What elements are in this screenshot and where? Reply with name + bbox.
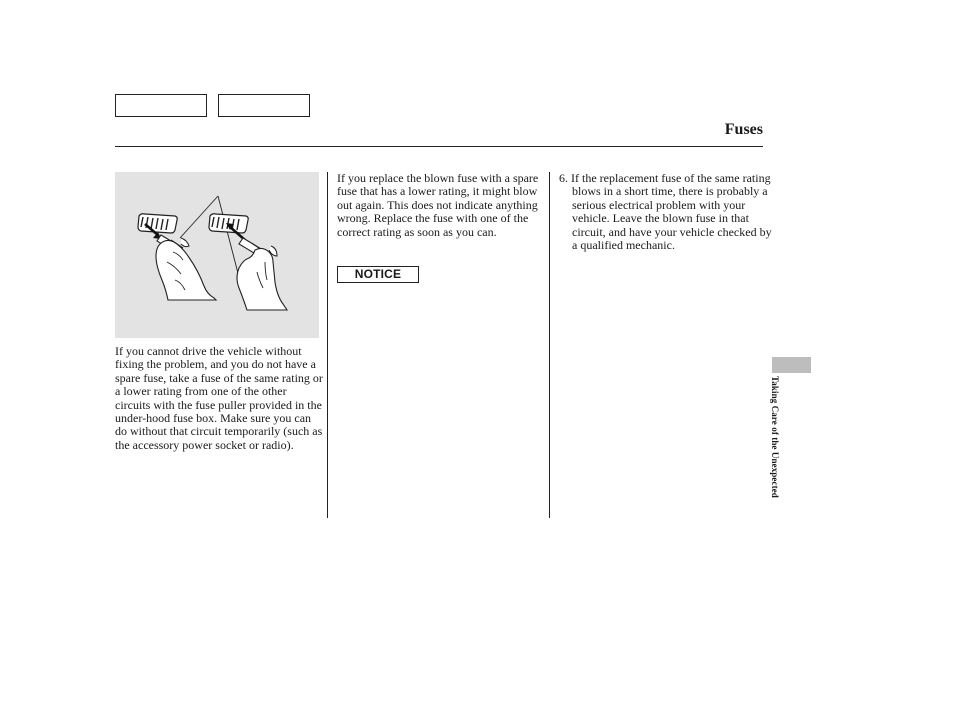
nav-button-contents[interactable]: [115, 94, 207, 117]
section-tab[interactable]: [772, 357, 811, 373]
column-divider: [327, 172, 328, 518]
step-6-text: 6. If the replacement fuse of the same rating blows in a short time, there is probably a serious electrical problem with your vehicle. Leave the blown fuse in that circuit, and have your vehicle checked by a qualified mechanic.: [559, 171, 772, 253]
nav-button-index[interactable]: [218, 94, 310, 117]
header-divider: [115, 146, 763, 147]
fuse-puller-drawing: [115, 172, 319, 338]
notice-label: NOTICE: [337, 266, 419, 283]
fuse-puller-illustration: [115, 172, 319, 338]
paragraph-no-spare-fuse: If you cannot drive the vehicle without fixing the problem, and you do not have a spare fuse, take a fuse of the same rating or a lower rating from one of the other circuits with the fuse puller provided in the under-hood fuse box. Make sure you can do without that circuit temporarily (such as the accessory power socket or radio).: [115, 344, 323, 452]
page-title: Fuses: [724, 121, 763, 138]
section-label: Taking Care of the Unexpected: [770, 376, 780, 498]
column-divider: [549, 172, 550, 518]
paragraph-lower-rating: If you replace the blown fuse with a spare fuse that has a lower rating, it might blow out again. This does not indicate anything wrong. Replace the fuse with one of the correct rating as soon as you can.: [337, 171, 539, 239]
